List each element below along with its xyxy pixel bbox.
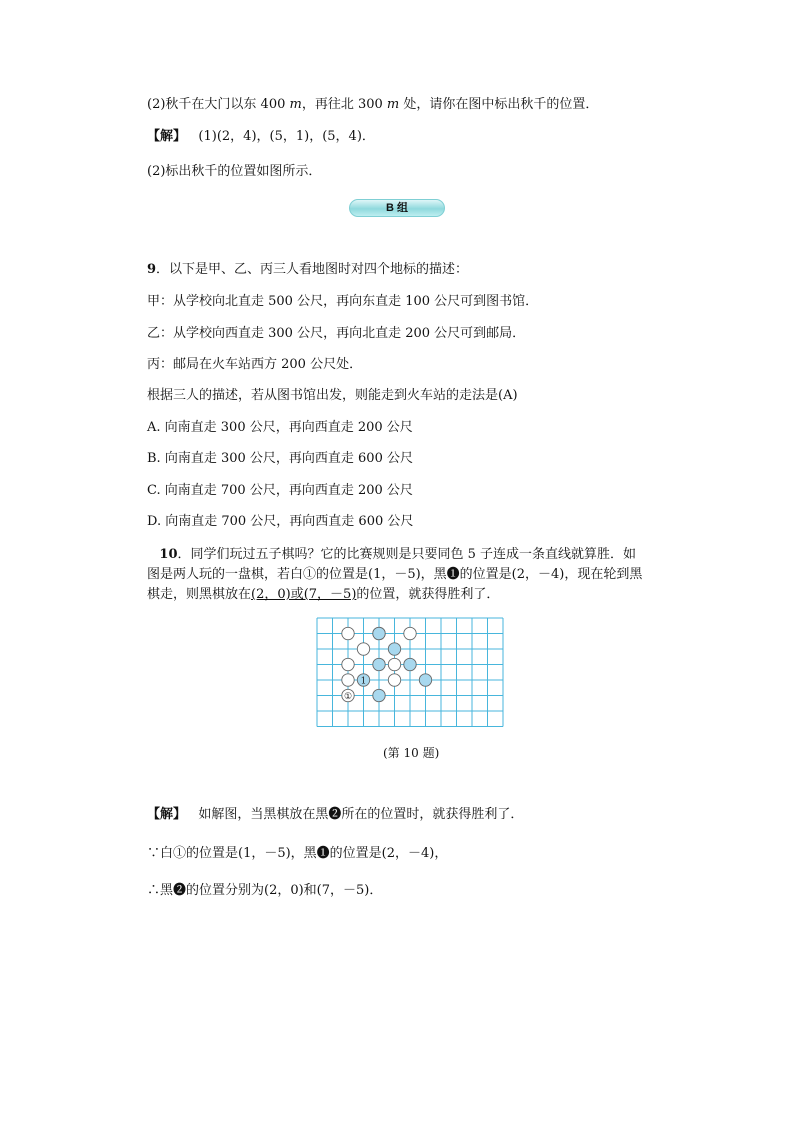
p1-mid: ，再往北 300 — [301, 97, 387, 112]
answer-1-text: (1)(2，4)，(5，1)，(5，4)． — [198, 129, 375, 144]
solution-tag: 【解】 — [147, 807, 187, 822]
white-stone-1-label: ① — [343, 692, 353, 702]
q9-option-a: A. 向南直走 300 公尺，再向西直走 200 公尺 — [147, 420, 413, 435]
unit-m-2: m — [386, 97, 400, 112]
q10-stem-1: ．同学们玩过五子棋吗？它的比赛规则是只要同色 5 子连成一条直线就算胜．如图是两人玩的一盘棋，若白①的位置是(1，－5)，黑❶的位置是(2，－4)，现在轮到黑棋走，则黑棋放在 — [147, 547, 643, 602]
q9-jia: 甲：从学校向北直走 500 公尺，再向东直走 100 公尺可到图书馆． — [147, 294, 539, 309]
q9-stem-text: ．以下是甲、乙、丙三人看地图时对四个地标的描述： — [156, 262, 469, 277]
q10-answer: (2，0)或(7，－5) — [251, 587, 357, 602]
black-stone-1-label: 1 — [360, 676, 367, 687]
black-stone — [419, 674, 431, 686]
white-stone — [404, 627, 416, 639]
white-stone — [357, 643, 369, 655]
black-stone — [373, 627, 385, 639]
answer-2: (2)标出秋千的位置如图所示． — [147, 164, 322, 179]
white-stone — [342, 658, 354, 670]
q10-number: 10 — [159, 547, 178, 562]
unit-m-1: m — [289, 97, 302, 112]
q9-option-d: D. 向南直走 700 公尺，再向西直走 600 公尺 — [147, 514, 414, 529]
q9-option-b: B. 向南直走 300 公尺，再向西直走 600 公尺 — [147, 451, 413, 466]
black-stone — [373, 658, 385, 670]
p1-prefix: (2)秋千在大门以东 400 — [147, 97, 290, 112]
solution-line-1 — [147, 806, 523, 824]
q9-option-c: C. 向南直走 700 公尺，再向西直走 200 公尺 — [147, 483, 413, 498]
solution-line-2: ∵白①的位置是(1，－5)，黑❶的位置是(2，－4)， — [147, 846, 448, 861]
black-stone — [404, 658, 416, 670]
black-stone — [373, 689, 385, 701]
black-stone — [388, 643, 400, 655]
q10-stem-2: 的位置，就获得胜利了． — [356, 587, 500, 602]
gomoku-board — [316, 617, 506, 733]
q9-ask: 根据三人的描述，若从图书馆出发，则能走到火车站的走法是(A) — [147, 388, 518, 403]
white-stone — [388, 674, 400, 686]
answer-1 — [147, 128, 375, 146]
p1-line — [147, 96, 598, 114]
figure-caption: (第 10 题) — [383, 746, 440, 760]
solution-text-1: 如解图，当黑棋放在黑❷所在的位置时，就获得胜利了． — [198, 807, 524, 822]
answer-tag: 【解】 — [147, 129, 187, 144]
solution-line-3: ∴黑❷的位置分别为(2，0)和(7，－5)． — [147, 883, 383, 898]
p1-suffix: 处，请你在图中标出秋千的位置． — [399, 97, 599, 112]
white-stone — [388, 658, 400, 670]
white-stone — [342, 627, 354, 639]
q10-stem — [147, 545, 647, 605]
q9-number: 9 — [147, 262, 157, 277]
q9-bing: 丙：邮局在火车站西方 200 公尺处． — [147, 357, 363, 372]
q9-stem — [147, 261, 468, 279]
group-b-banner: B 组 — [349, 199, 445, 217]
white-stone — [342, 674, 354, 686]
q9-yi: 乙：从学校向西直走 300 公尺，再向北直走 200 公尺可到邮局． — [147, 326, 526, 341]
gomoku-board-svg — [316, 617, 506, 729]
